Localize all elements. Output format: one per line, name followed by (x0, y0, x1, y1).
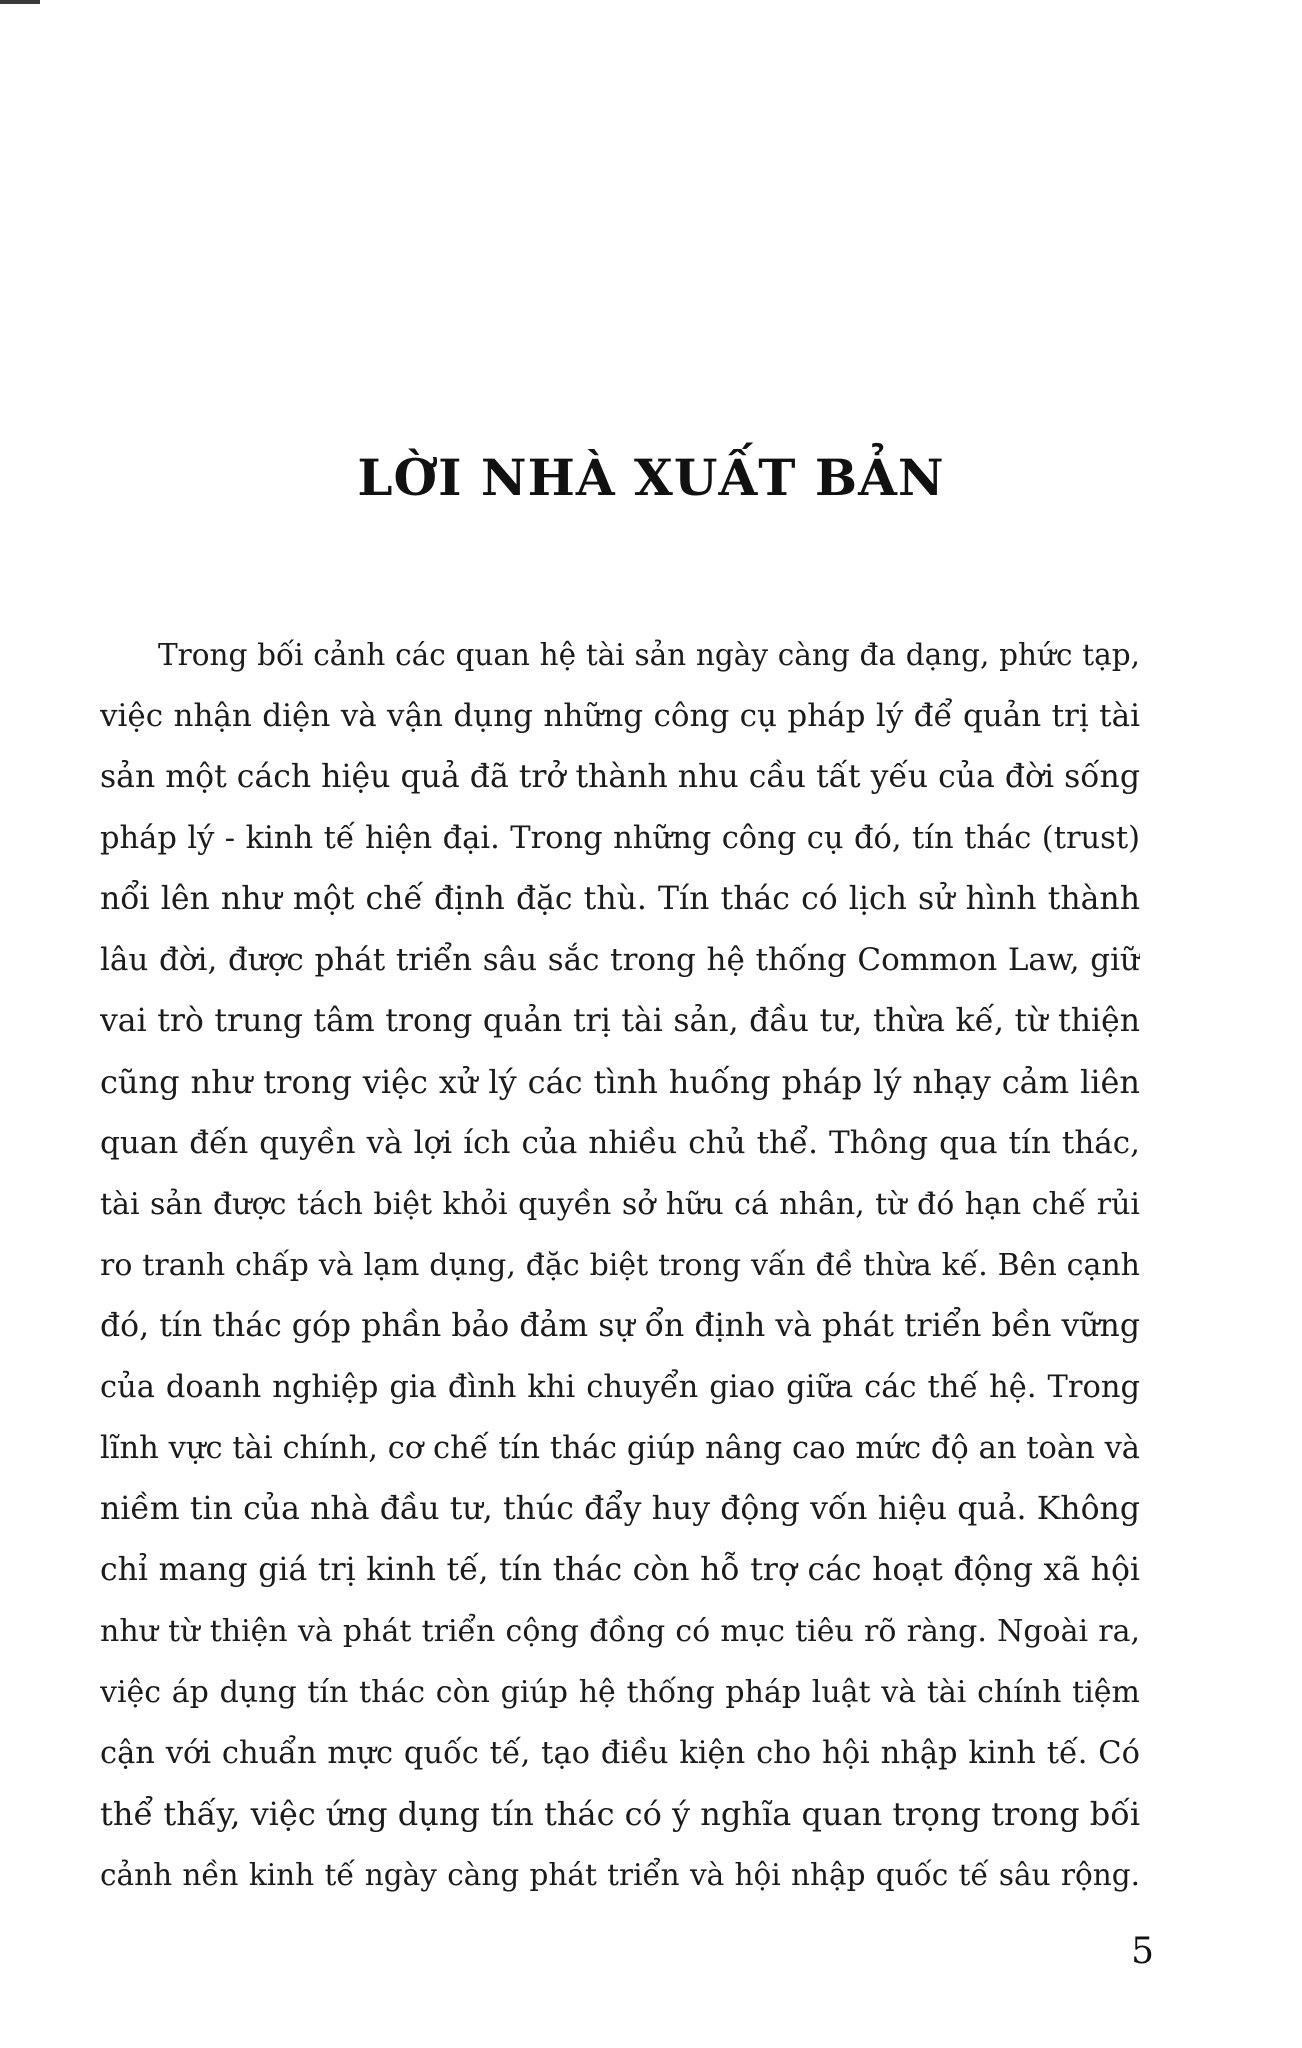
paragraph-line: cận với chuẩn mực quốc tế, tạo điều kiện cho hội nhập kinh tế. Có (100, 1736, 1140, 1771)
paragraph-line: của doanh nghiệp gia đình khi chuyển giao giữa các thế hệ. Trong (100, 1370, 1140, 1405)
page-corner-mark (0, 0, 40, 4)
paragraph-line: nổi lên như một chế định đặc thù. Tín thác có lịch sử hình thành (100, 881, 1140, 917)
paragraph-line: tài sản được tách biệt khỏi quyền sở hữu cá nhân, từ đó hạn chế rủi (100, 1187, 1140, 1222)
body-paragraph (100, 625, 1140, 1906)
paragraph-line: niềm tin của nhà đầu tư, thúc đẩy huy động vốn hiệu quả. Không (100, 1491, 1140, 1527)
paragraph-line: pháp lý - kinh tế hiện đại. Trong những công cụ đó, tín thác (trust) (100, 821, 1140, 856)
paragraph-line: thể thấy, việc ứng dụng tín thác có ý nghĩa quan trọng trong bối (100, 1795, 1140, 1833)
paragraph-line: như từ thiện và phát triển cộng đồng có mục tiêu rõ ràng. Ngoài ra, (100, 1614, 1140, 1649)
paragraph-line: cảnh nền kinh tế ngày càng phát triển và hội nhập quốc tế sâu rộng. (100, 1858, 1140, 1892)
paragraph-line: Trong bối cảnh các quan hệ tài sản ngày càng đa dạng, phức tạp, (158, 638, 1140, 672)
page-title: LỜI NHÀ XUẤT BẢN (357, 448, 945, 507)
paragraph-line: chỉ mang giá trị kinh tế, tín thác còn hỗ trợ các hoạt động xã hội (100, 1552, 1140, 1588)
paragraph-line: cũng như trong việc xử lý các tình huống pháp lý nhạy cảm liên (100, 1063, 1140, 1101)
paragraph-line: ro tranh chấp và lạm dụng, đặc biệt trong vấn đề thừa kế. Bên cạnh (100, 1248, 1140, 1283)
paragraph-line: lĩnh vực tài chính, cơ chế tín thác giúp nâng cao mức độ an toàn và (100, 1431, 1140, 1466)
paragraph-line: việc nhận diện và vận dụng những công cụ pháp lý để quản trị tài (100, 698, 1140, 734)
paragraph-line: vai trò trung tâm trong quản trị tài sản, đầu tư, thừa kế, từ thiện (100, 1003, 1140, 1039)
paragraph-line: sản một cách hiệu quả đã trở thành nhu cầu tất yếu của đời sống (100, 759, 1140, 795)
paragraph-line: việc áp dụng tín thác còn giúp hệ thống pháp luật và tài chính tiệm (100, 1675, 1140, 1710)
paragraph-line: đó, tín thác góp phần bảo đảm sự ổn định và phát triển bền vững (100, 1308, 1140, 1344)
paragraph-line: quan đến quyền và lợi ích của nhiều chủ thể. Thông qua tín thác, (100, 1125, 1140, 1161)
paragraph-line: lâu đời, được phát triển sâu sắc trong hệ thống Common Law, giữ (100, 942, 1140, 978)
page-number: 5 (1131, 1931, 1154, 1972)
